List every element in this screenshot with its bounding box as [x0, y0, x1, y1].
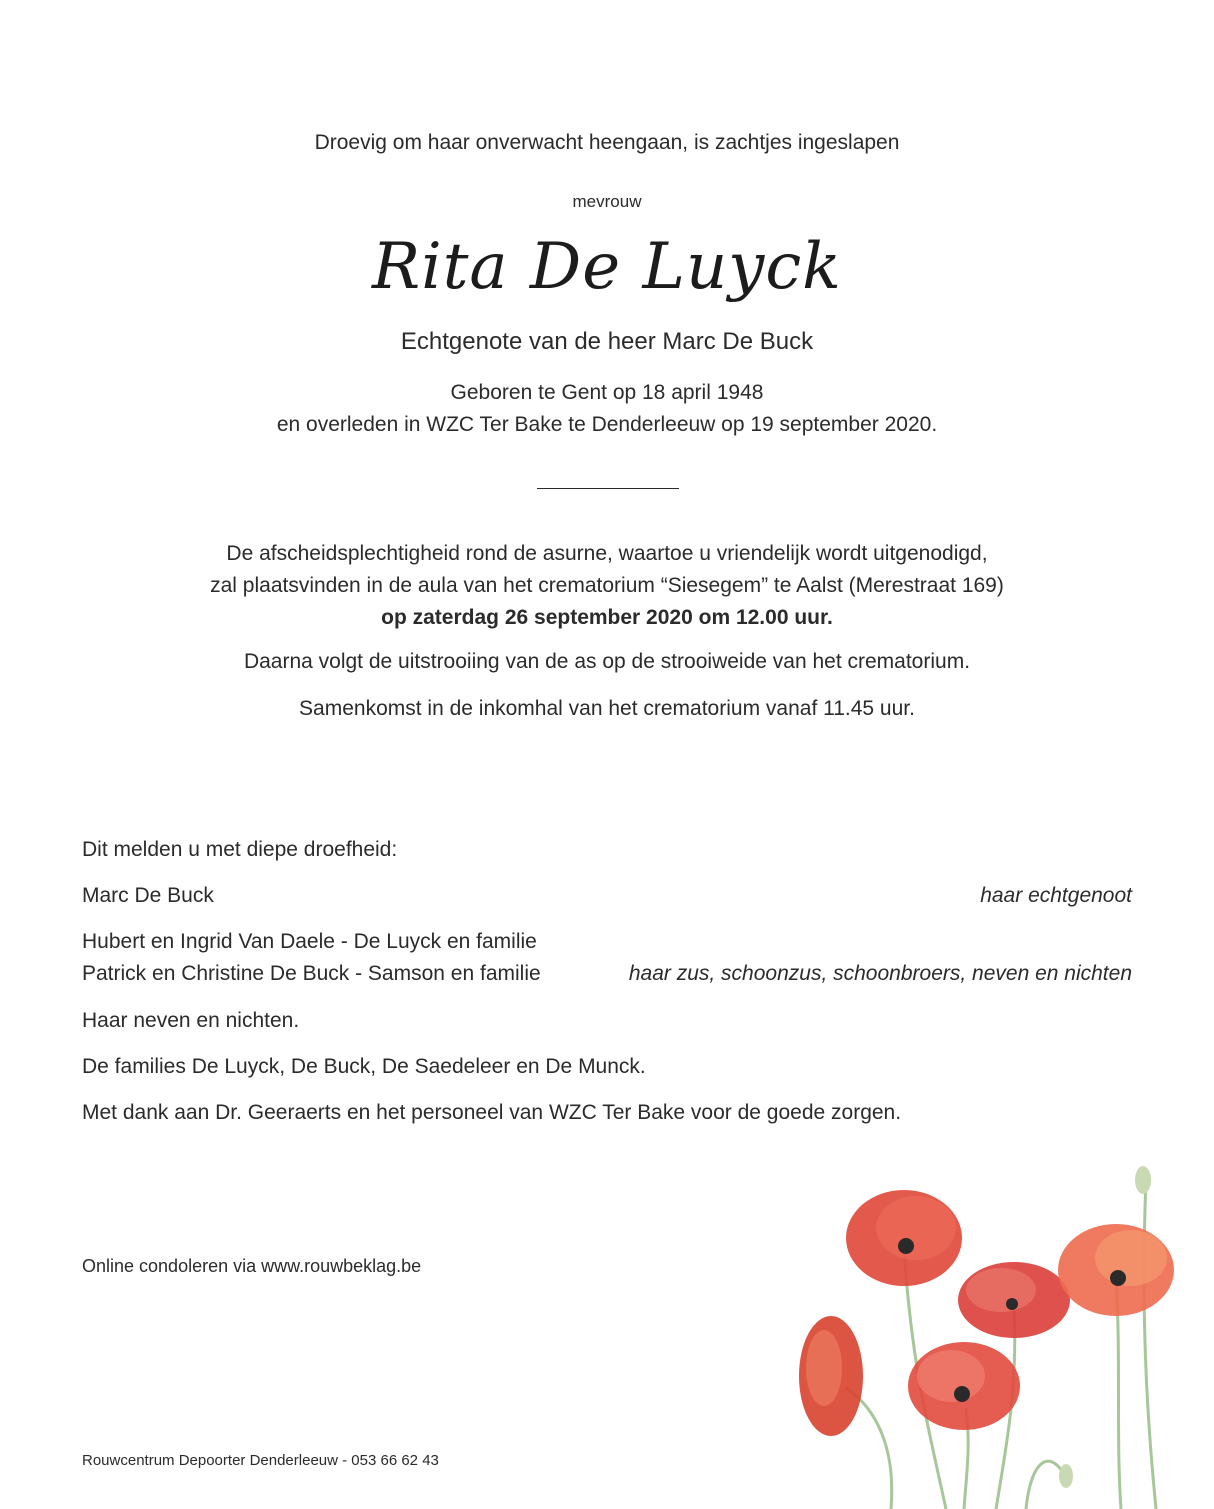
family-nephews: Haar neven en nichten. [82, 1009, 300, 1032]
ceremony-date: op zaterdag 26 september 2020 om 12.00 uur. [381, 606, 833, 629]
family-families: De families De Luyck, De Buck, De Saedeleer en De Munck. [82, 1055, 646, 1078]
poppy-flower [799, 1316, 863, 1436]
poppy-flower [846, 1190, 962, 1286]
announce-line: Dit melden u met diepe droefheid: [82, 838, 398, 861]
poppy-flower [958, 1262, 1070, 1338]
thanks-line: Met dank aan Dr. Geeraerts en het personeel van WZC Ter Bake voor de goede zorgen. [82, 1101, 902, 1124]
spouse-line: Echtgenote van de heer Marc De Buck [400, 328, 814, 355]
deceased-name: Rita De Luyck [372, 230, 842, 304]
family-sibling-1: Hubert en Ingrid Van Daele - De Luyck en familie [82, 930, 537, 953]
divider [537, 488, 679, 489]
funeral-home-footer: Rouwcentrum Depoorter Denderleeuw - 053 66 62 43 [82, 1452, 439, 1469]
family-sibling-2: Patrick en Christine De Buck - Samson en familie [82, 962, 541, 985]
birth-line: Geboren te Gent op 18 april 1948 [450, 381, 764, 404]
honorific: mevrouw [572, 192, 642, 211]
ceremony-block [0, 538, 1214, 634]
ceremony-line-1: De afscheidsplechtigheid rond de asurne, waartoe u vriendelijk wordt uitgenodigd, [226, 542, 988, 565]
intro-text: Droevig om haar onverwacht heengaan, is zachtjes ingeslapen [314, 131, 900, 154]
poppy-bud [1059, 1166, 1151, 1488]
gathering-note: Samenkomst in de inkomhal van het crematorium vanaf 11.45 uur. [299, 697, 915, 720]
death-line: en overleden in WZC Ter Bake te Denderleeuw op 19 september 2020. [276, 413, 938, 436]
scattering-note: Daarna volgt de uitstrooiing van de as op de strooiweide van het crematorium. [243, 650, 971, 673]
family-siblings-role: haar zus, schoonzus, schoonbroers, neven en nichten [628, 962, 1132, 985]
poppies-illustration [786, 1158, 1196, 1509]
family-spouse-name: Marc De Buck [82, 884, 214, 907]
ceremony-line-2: zal plaatsvinden in de aula van het crematorium “Siesegem” te Aalst (Merestraat 169) [210, 574, 1004, 597]
birth-death-block [0, 377, 1214, 441]
poppy-flower [908, 1342, 1020, 1430]
poppy-flower [1058, 1224, 1174, 1316]
family-spouse-role: haar echtgenoot [980, 884, 1132, 907]
online-condolence: Online condoleren via www.rouwbeklag.be [82, 1256, 422, 1276]
